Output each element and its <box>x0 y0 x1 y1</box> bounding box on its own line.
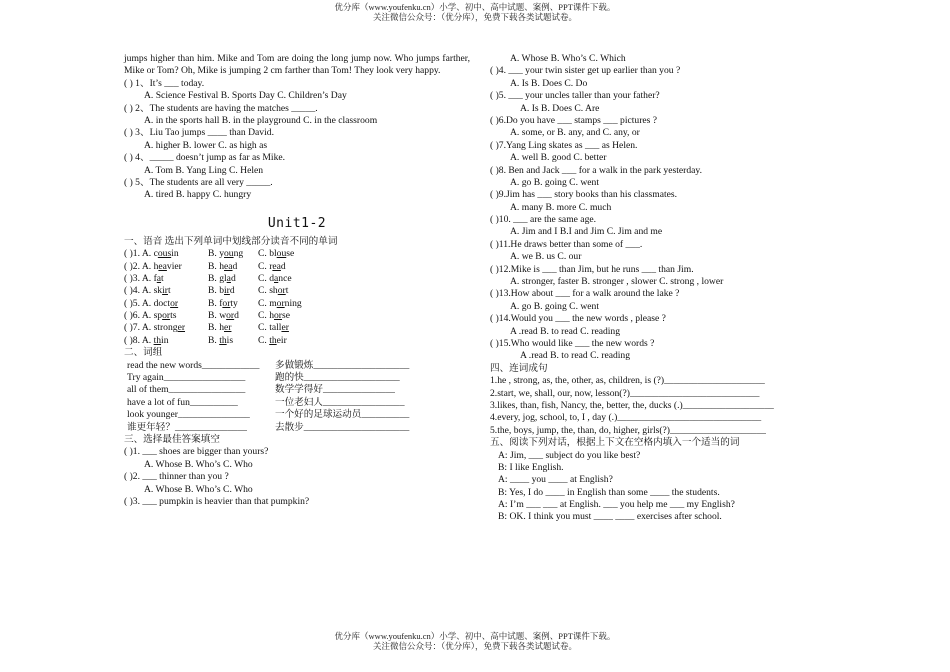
mc-question: ( )1. ___ shoes are bigger than yours? <box>124 446 269 458</box>
header-line-1: 优分库（www.youfenku.cn）小学、初中、高中试题、案例、PPT课件下载。 <box>334 2 616 12</box>
phonics-prefix: B. f <box>208 297 223 309</box>
phrase-chinese: 多做锻炼____________________ <box>275 359 410 371</box>
mc-question: ( )11.He draws better than some of ___. <box>490 238 643 250</box>
phonics-suffix: in <box>171 248 179 260</box>
phonics-prefix: B. gl <box>208 272 227 284</box>
phonics-option <box>208 285 258 297</box>
reading-questions <box>124 78 470 202</box>
phrase-english: 谁更年轻？_______________ <box>127 421 247 433</box>
mc-question: ( )14.Would you ___ the new words , please ? <box>490 313 666 325</box>
dialogue-line: A: Jim, ___ subject do you like best? <box>498 449 641 461</box>
mc-question: ( )15.Who would like ___ the new words ? <box>490 337 655 349</box>
phonics-item <box>124 285 470 297</box>
phonics-underlined-part: or <box>276 297 285 309</box>
section-4-title: 四、连词成句 <box>490 362 548 374</box>
reading-options: A. Science Festival B. Sports Day C. Children’s Day <box>144 90 347 102</box>
phrase-english: read the new words____________ <box>127 359 260 371</box>
phonics-suffix: d <box>229 285 235 297</box>
phonics-option <box>208 261 258 273</box>
mc-question: ( )13.How about ___ for a walk around the lake ? <box>490 288 680 300</box>
phonics-underlined-part: ea <box>224 260 233 272</box>
phonics-option <box>124 285 208 297</box>
phonics-prefix: C. r <box>258 260 273 272</box>
phrase-row <box>124 409 470 421</box>
mc-question: ( )10. ___ are the same age. <box>490 214 597 226</box>
phonics-suffix: ning <box>284 297 302 309</box>
phonics-prefix: ( )1. A. c <box>124 248 158 260</box>
phonics-suffix: eir <box>276 334 287 346</box>
phonics-underlined-part: or <box>274 310 282 322</box>
phonics-underlined-part: er <box>281 322 289 334</box>
phonics-underlined-part: a <box>274 272 279 284</box>
phrase-row <box>124 422 470 434</box>
phonics-suffix: t <box>161 272 164 284</box>
phonics-underlined-part: a <box>156 272 162 284</box>
phonics-option <box>258 285 318 297</box>
mc-options: A. Is B. Does C. Are <box>520 102 600 114</box>
phrase-chinese: 一位老妇人_________________ <box>275 396 405 408</box>
phrase-english: have a lot of fun__________ <box>127 396 238 408</box>
phonics-option <box>208 273 258 285</box>
phonics-option <box>258 248 318 260</box>
reading-question: ( ) 3、Liu Tao jumps ____ than David. <box>124 127 274 139</box>
phonics-suffix: vier <box>166 260 182 272</box>
mc-question: ( )7.Yang Ling skates as ___ as Helen. <box>490 139 638 151</box>
mc-options: A. Jim and I B.I and Jim C. Jim and me <box>510 226 663 238</box>
mc-options: A. go B. going C. went <box>510 176 600 188</box>
phonics-prefix: C. sh <box>258 285 278 297</box>
mc-question: ( )5. ___ your uncles taller than your father? <box>490 90 660 102</box>
phonics-underlined-part: ir <box>162 285 168 297</box>
phrase-row <box>124 397 470 409</box>
phonics-underlined-part: er <box>224 322 232 334</box>
reading-options: A. Tom B. Yang Ling C. Helen <box>144 164 264 176</box>
phonics-suffix: d <box>234 310 239 322</box>
reading-options: A. higher B. lower C. as high as <box>144 139 268 151</box>
phonics-option <box>124 335 208 347</box>
phonics-option <box>124 310 208 322</box>
mc-options: A. some, or B. any, and C. any, or <box>510 127 640 139</box>
phonics-item <box>124 261 470 273</box>
phrase-chinese: 数学学得好_______________ <box>275 384 395 396</box>
phonics-prefix: B. w <box>208 310 227 322</box>
mc-question: ( )2. ___ thinner than you ? <box>124 471 229 483</box>
phonics-suffix: is <box>226 334 234 346</box>
phonics-item <box>124 273 470 285</box>
phonics-underlined-part: th <box>153 334 162 346</box>
phrase-chinese: 跑的快____________________ <box>275 372 400 384</box>
phonics-underlined-part: or <box>222 297 231 309</box>
phrase-english: all of them________________ <box>127 384 246 396</box>
right-column <box>490 53 790 524</box>
phonics-suffix: se <box>286 248 295 260</box>
phonics-underlined-part: ou <box>276 248 287 260</box>
phonics-suffix: ts <box>170 310 177 322</box>
phonics-suffix: in <box>161 334 169 346</box>
phonics-underlined-part: or <box>277 285 286 297</box>
mc-options: A. Whose B. Who’s C. Which <box>510 53 626 64</box>
phonics-suffix: t <box>167 285 171 297</box>
phonics-suffix: se <box>282 310 290 322</box>
phonics-underlined-part: or <box>226 310 235 322</box>
phrase-row <box>124 372 470 384</box>
phonics-item <box>124 322 470 334</box>
phrase-row <box>124 384 470 396</box>
phrase-list <box>124 360 470 434</box>
sentence-item: 3.likes, than, fish, Nancy, the, better, the, ducks (.)___________________ <box>490 399 774 411</box>
mc-options: A .read B. to read C. reading <box>520 350 631 362</box>
mc-options: A .read B. to read C. reading <box>510 325 621 337</box>
phonics-prefix: ( )6. A. sp <box>124 310 163 322</box>
phonics-option <box>258 298 318 310</box>
phonics-option <box>258 261 318 273</box>
mc-options: A. Whose B. Who’s C. Who <box>144 458 253 470</box>
dialogue-line: A: I’m ___ ___ at English. ___ you help me ___ my English? <box>498 499 735 511</box>
page-header <box>0 2 950 22</box>
phonics-option <box>258 310 318 322</box>
phonics-option <box>258 322 318 334</box>
phonics-list <box>124 248 470 347</box>
phonics-suffix: d <box>230 272 236 284</box>
phonics-option <box>124 248 208 260</box>
sentence-item: 1.he , strong, as, the, other, as, children, is (?)_____________________ <box>490 375 765 387</box>
phonics-option <box>208 310 258 322</box>
phonics-prefix: C. <box>258 334 270 346</box>
phrase-english: look younger_______________ <box>127 409 250 421</box>
phonics-suffix: t <box>285 285 289 297</box>
reading-question: ( ) 5、The students are all very _____. <box>124 176 273 188</box>
section-2-title: 二、词组 <box>124 347 163 359</box>
phonics-item <box>124 310 470 322</box>
phonics-prefix: ( )3. A. f <box>124 272 157 284</box>
phonics-underlined-part: ous <box>157 248 172 260</box>
phonics-option <box>208 248 258 260</box>
dialogue-line: B: OK. I think you must ____ ____ exercises after school. <box>498 511 722 523</box>
dialogue-line: B: Yes, I do ____ in English than some ____ the students. <box>498 486 720 498</box>
phonics-prefix: B. h <box>208 322 224 334</box>
reading-question: ( ) 2、The students are having the matches _____. <box>124 102 318 114</box>
mc-options: A. well B. good C. better <box>510 152 607 164</box>
phonics-prefix: ( )2. A. h <box>124 260 159 272</box>
unit-title: Unit1-2 <box>267 215 327 231</box>
phonics-option <box>258 335 318 347</box>
section-3-title: 三、选择最佳答案填空 <box>124 433 220 445</box>
phonics-underlined-part: ir <box>224 285 230 297</box>
phonics-underlined-part: ea <box>158 260 167 272</box>
phrase-chinese: 一个好的足球运动员__________ <box>275 409 410 421</box>
phonics-prefix: ( )7. A. strong <box>124 322 178 334</box>
mc-options: A. Whose B. Who’s C. Who <box>144 483 253 495</box>
footer-line-2: 关注微信公众号：（优分库），免费下载各类试题试卷。 <box>372 641 577 651</box>
phonics-prefix: C. m <box>258 297 277 309</box>
mc-question: ( )3. ___ pumpkin is heavier than that pumpkin? <box>124 495 310 507</box>
phonics-option <box>208 298 258 310</box>
phonics-prefix: B. b <box>208 285 224 297</box>
phonics-underlined-part: th <box>219 334 227 346</box>
phonics-prefix: C. bl <box>258 248 277 260</box>
phrase-row <box>124 360 470 372</box>
phonics-option <box>258 273 318 285</box>
phonics-suffix: ty <box>230 297 238 309</box>
phonics-option <box>124 261 208 273</box>
reading-question: ( ) 4、_____ doesn’t jump as far as Mike. <box>124 152 286 164</box>
section-1-title: 一、语音 选出下列单词中划线部分读音不同的单词 <box>124 235 338 247</box>
sentence-item: 5.the, boys, jump, the, than, do, higher, girls(?)____________________ <box>490 424 766 436</box>
mc-options: A. Is B. Does C. Do <box>510 77 588 89</box>
section-5-title: 五、阅读下列对话，根据上下文在空格内填入一个适当的词 <box>490 437 740 449</box>
footer-line-1: 优分库（www.youfenku.cn）小学、初中、高中试题、案例、PPT课件下载。 <box>334 631 616 641</box>
dialogue-line: A: ____ you ____ at English? <box>498 474 613 486</box>
mc-options: A. we B. us C. our <box>510 251 582 263</box>
phonics-prefix: ( )8. A. <box>124 334 154 346</box>
phonics-suffix: d <box>232 260 238 272</box>
phonics-underlined-part: er <box>177 322 186 334</box>
phonics-option <box>208 322 258 334</box>
reading-options: A. in the sports hall B. in the playground C. in the classroom <box>144 114 378 126</box>
phrase-chinese: 去散步______________________ <box>275 421 410 433</box>
mc-question: ( )9.Jim has ___ story books than his classmates. <box>490 189 678 201</box>
sentence-item: 4.every, jog, school, to, I , day (.)______________________________ <box>490 412 762 424</box>
phonics-underlined-part: or <box>170 297 179 309</box>
mc-options: A. go B. going C. went <box>510 300 600 312</box>
phonics-prefix: B. y <box>208 248 224 260</box>
phonics-suffix: nce <box>278 272 292 284</box>
phonics-item <box>124 248 470 260</box>
phonics-prefix: C. tall <box>258 322 282 334</box>
phonics-option <box>124 322 208 334</box>
reading-options: A. tired B. happy C. hungry <box>144 189 252 201</box>
phonics-option <box>124 273 208 285</box>
phonics-suffix: d <box>280 260 286 272</box>
phonics-prefix: ( )4. A. sk <box>124 285 163 297</box>
phrase-english: Try again_________________ <box>127 372 246 384</box>
mc-question: ( )8. Ben and Jack ___ for a walk in the park yesterday. <box>490 164 702 176</box>
phonics-underlined-part: or <box>162 310 171 322</box>
mc-question: ( )12.Mike is ___ than Jim, but he runs ___ than Jim. <box>490 263 694 275</box>
phonics-underlined-part: a <box>226 272 231 284</box>
phonics-prefix: B. h <box>208 260 224 272</box>
mc-options: A. stronger, faster B. stronger , slower C. strong , lower <box>510 276 724 288</box>
header-line-2: 关注微信公众号：（优分库），免费下载各类试题试卷。 <box>372 12 577 22</box>
phonics-item <box>124 298 470 310</box>
mc-question: ( )4. ___ your twin sister get up earlier than you ? <box>490 65 681 77</box>
phonics-underlined-part: ou <box>224 248 234 260</box>
mc-question: ( )6.Do you have ___ stamps ___ pictures ? <box>490 114 658 126</box>
phonics-prefix: ( )5. A. doct <box>124 297 171 309</box>
dialogue-line: B: I like English. <box>498 461 564 473</box>
sentence-item: 2.start, we, shall, our, now, lesson(?)___________________________ <box>490 387 760 399</box>
phonics-option <box>208 335 258 347</box>
phonics-suffix: ng <box>233 248 244 260</box>
phonics-underlined-part: ea <box>272 260 281 272</box>
phonics-prefix: C. d <box>258 272 274 284</box>
phonics-prefix: B. <box>208 334 220 346</box>
reading-passage: jumps higher than him. Mike and Tom are doing the long jump now. Who jumps farther, Mike or Tom? Oh, Mike is jumping 2 cm farther than Tom! They look very happy. <box>124 53 470 77</box>
left-column <box>124 53 470 508</box>
page-footer <box>0 631 950 651</box>
phonics-underlined-part: th <box>269 334 277 346</box>
phonics-option <box>124 298 208 310</box>
mc-questions-left <box>124 446 470 508</box>
phonics-prefix: C. h <box>258 310 274 322</box>
phonics-item <box>124 335 470 347</box>
mc-options: A. many B. more C. much <box>510 201 612 213</box>
reading-question: ( ) 1、It’s ___ today. <box>124 77 205 89</box>
